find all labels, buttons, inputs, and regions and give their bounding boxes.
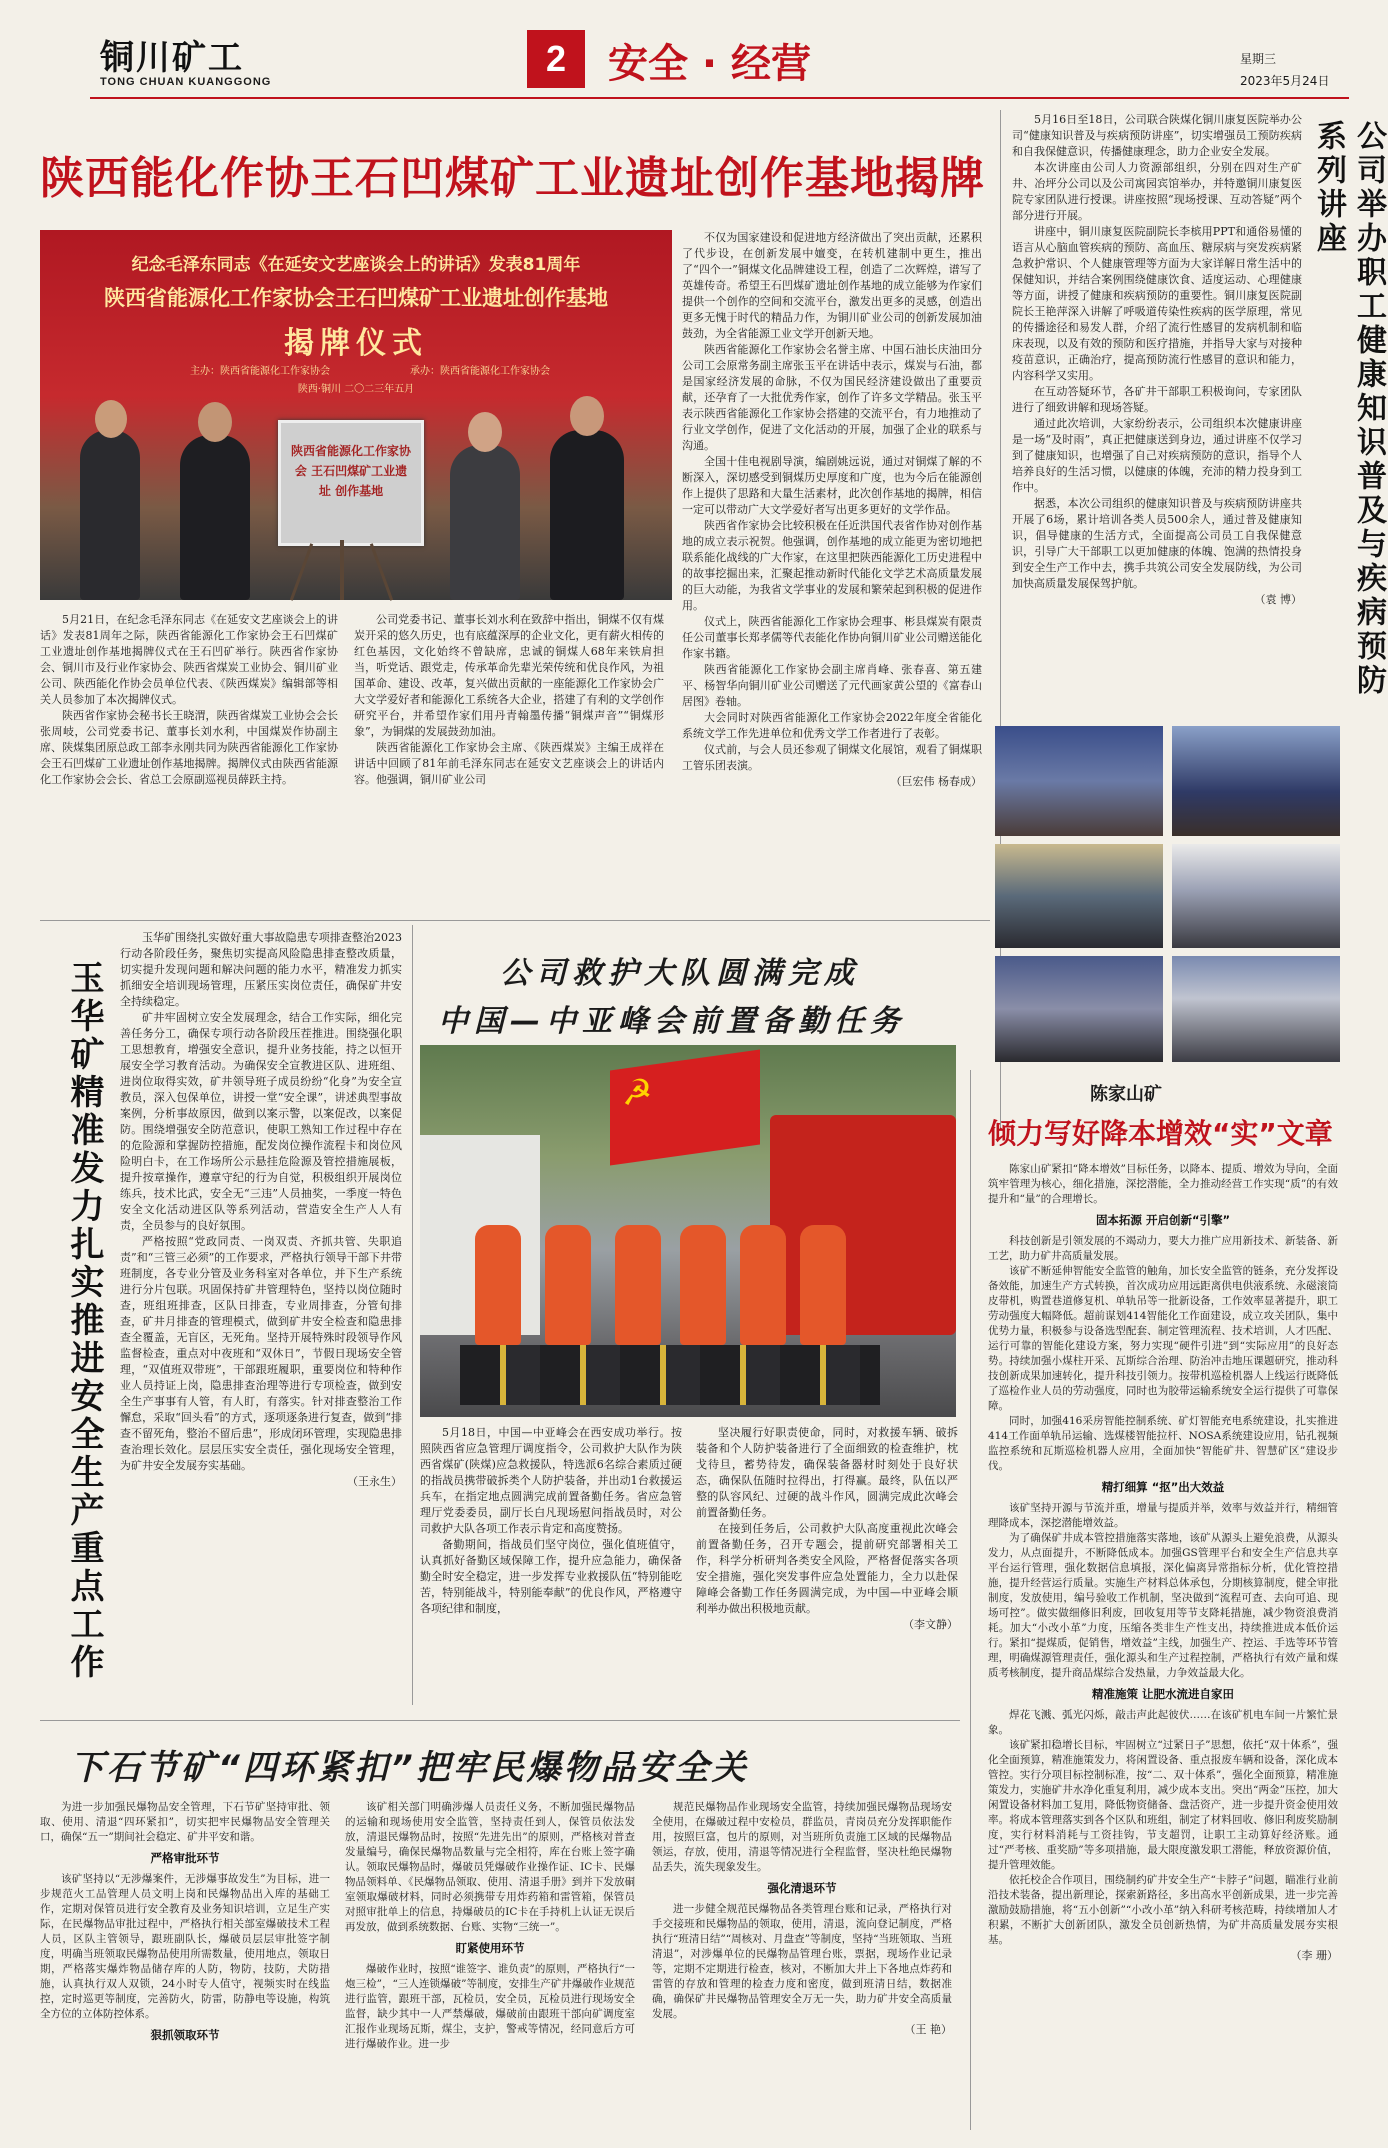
subhead: 狠抓领取环节: [150, 2028, 220, 2042]
person-3-head: [468, 412, 502, 452]
plaque: [278, 420, 424, 546]
byline: （王永生）: [347, 1475, 402, 1488]
rescue-col2: [696, 1425, 958, 1633]
paragraph: 陕西省作家协会秘书长王晓渭，陕西省煤炭工业协会会长张周岐，公司党委书记、董事长刘水利，中国煤炭作协副主席、陕煤集团原总政工部李永刚共同为陕西省能源化工作家协会王石凹煤矿工业遗址创作基地揭牌。揭牌仪式由陕西省能源化工作家协会会长、省总工会原副巡视员薛跃主持。: [40, 709, 338, 786]
lecture-photo-6: [1172, 956, 1340, 1062]
lecture-photo-4: [1172, 844, 1340, 948]
person-2: [180, 435, 250, 600]
paragraph: 爆破作业时，按照“谁签字、谁负责”的原则，严格执行“一炮三检”，“三人连锁爆破”等制度，安排生产矿井爆破作业规范进行监管，跟班干部，瓦检员，安全员，瓦检员进行现场安全监督，缺少其中一人严禁爆破，爆破前由跟班干部向矿调度室汇报作业现场瓦斯，煤尘，支护，警戒等情况，经同意后方可进行爆破作业。进一步: [345, 1963, 635, 2050]
paragraph: 本次讲座由公司人力资源部组织，分别在四对生产矿井、冶坪分公司以及公司寓园宾馆举办，并特邀铜川康复医院专家团队进行授课。讲座按照“现场授课、互动答疑”两个部分进行开展。: [1012, 161, 1302, 222]
paragraph: 陕西省能源化工作家协会主席、《陕西煤炭》主编王成祥在讲话中回顾了81年前毛泽东同志在延安文艺座谈会上的讲话内容。他强调，铜川矿业公司: [354, 741, 664, 786]
banner-co-host: 承办：陕西省能源化工作家协会: [410, 366, 550, 377]
lecture-photo-2: [1172, 726, 1340, 836]
paragraph: 焊花飞溅、弧光闪烁，敲击声此起彼伏……在该矿机电车间一片繁忙景象。: [988, 1709, 1338, 1736]
section-title: 安全 · 经营: [608, 41, 812, 87]
paragraph: 不仅为国家建设和促进地方经济做出了突出贡献，还累积了代步设，在创新发展中嬗变，在转机建制中更生，推出了“四个一”铜煤文化品牌建设工程，创造了二次辉煌，谱写了英雄传奇。希望王石凹煤矿遗址创作基地的成立能够为作家们提供一个创作的空间和交流平台，激发出更多的灵感，创造出更多无愧于时代的精品力作，为铜川矿业公司的创新发展加油鼓劲，为全省能源工业文学开创新天地。: [682, 231, 982, 340]
subhead: 强化清退环节: [767, 1881, 837, 1895]
subhead: 精准施策 让肥水流进自家田: [1091, 1687, 1234, 1701]
xiashijie-col3: [652, 1800, 952, 2038]
paragraph: 大会同时对陕西省能源化工作家协会2022年度全省能化系统文学工作先进单位和优秀文学工作者进行了表彰。: [682, 711, 982, 740]
chenjiashan-headline: 倾力写好降本增效“实”文章: [988, 1117, 1333, 1150]
main-article-col3: [682, 230, 982, 790]
rescue-title-line1: 公司救护大队圆满完成: [500, 956, 860, 991]
rescue-team-photo: [420, 1045, 956, 1417]
paragraph: 为了确保矿井成本管控措施落实落地，该矿从源头上避免浪费，从源头发力，从点面提升，不断降低成本。加强GS管理平台和安全生产信息共享平台运行管理，强化数据信息填报，深化偏离异常指标分析，优化管控措施，提升经营运行质量。实施生产材料总体承包，分期核算制度，健全审批制度，发放使用，编号验收工作机制，坚决做到“流程可查、去向可追、现场可控”。做实做细修旧利废，回收复用等节支降耗措施，减少物资浪费消耗。加大“小改小革”力度，压缩各类非生产性支出，持续推进成本低价运行。紧扣“提煤质，促销售，增效益”主线，加强生产、控运、手选等环节管理，明确煤源管理责任，强化源头和生产过程控制，严格执行有效产量和煤质考核制度，提升商品煤综合发热量，力争效益最大化。: [988, 1532, 1338, 1679]
equipment-row: [460, 1345, 880, 1405]
lead-paragraph: 陈家山矿紧扣“降本增效”目标任务，以降本、提质、增效为导向，全面筑牢管理为核心，细化措施，深挖潜能，全力推动经营工作实现“质”的有效提升和“量”的合理增长。: [988, 1163, 1338, 1205]
paragraph: 规范民爆物品作业现场安全监管，持续加强民爆物品现场安全使用，在爆破过程中安检员，群监员，青岗员充分发挥职能作用，按照巨富，包片的原则，对当班所负责施工区域的民爆物品领运，存放，使用，清退等情况进行全程监督，坚决杜绝民爆物品丢失，流失现象发生。: [652, 1801, 952, 1873]
chenjiashan-text: [988, 1162, 1338, 1964]
subhead: 严格审批环节: [150, 1851, 220, 1865]
yuhua-vertical-title: 玉华矿精准发力扎实推进安全生产重点工作: [64, 960, 104, 1682]
section-divider: [40, 920, 990, 921]
lecture-photo-1: [995, 726, 1163, 836]
paragraph: 据悉，本次公司组织的健康知识普及与疾病预防讲座共开展了6场，累计培训各类人员500余人，通过普及健康知识，倡导健康的生活方式，全面提高公司员工自我保健意识，引导广大干部职工以更加健康的体魄、饱满的热情投身到安全生产工作中去，携手共筑公司安全发展防线，为公司加快高质量发展保驾护航。: [1012, 497, 1302, 590]
paragraph: 仪式上，陕西省能源化工作家协会理事、彬县煤炭有限责任公司董事长郑孝儒等代表能化作协向铜川矿业公司赠送能化作家书籍。: [682, 615, 982, 660]
paragraph: 备勤期间，指战员们坚守岗位，强化值班值守，认真抓好备勤区域保障工作，提升应急能力，确保备勤全时安全稳定，进一步发挥专业救援队伍“特别能吃苦，特别能战斗，特别能奉献”的优良作风，严格遵守各项纪律和制度，: [420, 1538, 682, 1615]
paragraph: 该矿坚持开源与节流并重，增量与提质并举，效率与效益并行，精细管理降成本，深挖潜能增效益。: [988, 1502, 1338, 1529]
paragraph: 该矿不断延伸智能安全监管的触角，加长安全监管的链条，充分发挥设备效能，加速生产方式转换，首次成功应用远距离供电供液系统、永磁滚筒皮带机，购置巷道修复机、单轨吊等一批新设备，工作效率显著提升，职工劳动强度大幅降低。超前谋划414智能化工作面建设，成立攻关团队，集中优势力量，积极参与设备选型配套、制定管理流程、技术培训，人才匹配、运行可靠的智能化建设方案，努力实现“硬件引进”到“实际应用”的良好态势。持续加强小煤柱开采、瓦斯综合治理、防治冲击地压课题研究，推动科技创新成果加速转化，提升科技引领力。按带机巡检机器人上线运行既降低了巡检作业人员的劳动强度，同时也为胶带运输系统安全运行提供了可靠保障。: [988, 1265, 1338, 1412]
paragraph: 5月16日至18日，公司联合陕煤化铜川康复医院举办公司“健康知识普及与疾病预防讲座”，切实增强员工预防疾病和自我保健意识，传播健康理念，助力企业安全发展。: [1012, 113, 1302, 158]
plaque-text: 陕西省能源化工作家协会 王石凹煤矿工业遗址 创作基地: [291, 444, 412, 498]
masthead-rule: [90, 97, 1349, 99]
person-1: [80, 430, 140, 600]
paragraph: 同时，加强416采房智能控制系统、矿灯智能充电系统建设，扎实推进414工作面单轨吊运输、选煤楼智能拉杆、NOSA系统建设应用，钻孔视频监控系统和瓦斯巡检机器人应用，全面加快“智能矿井、智慧矿区”建设步伐。: [988, 1415, 1338, 1472]
banner-place-date: 陕西·铜川 二〇二三年五月: [297, 384, 415, 395]
paragraph: 5月18日，中国—中亚峰会在西安成功举行。按照陕西省应急管理厅调度指令，公司救护大队作为陕西省煤矿(陕煤)应急救援队，特选派6名综合素质过硬的指战员携带破拆类个人防护装备，并出动1台救援运兵车，在指定地点圆满完成前置备勤任务。省应急管理厅党委委员，副厅长白凡现场慰问指战员时，对公司救护大队各项工作表示肯定和高度赞扬。: [420, 1426, 682, 1535]
easel: [340, 540, 344, 600]
weekday: 星期三: [1240, 52, 1277, 66]
column-divider: [970, 1070, 971, 2130]
masthead: [0, 0, 1379, 120]
person-4-head: [570, 396, 604, 436]
ceremony-photo: [40, 230, 672, 600]
main-article-col1: [40, 612, 338, 788]
paragraph: 陕西省作家协会比较积极在任近洪国代表省作协对创作基地的成立表示祝贺。他强调，创作基地的成立能更为密切地把联系能化战线的广大作家，在这里把陕西能源化工历史进程中的故事挖掘出来，汇聚起推动新时代能化文学艺术高质量发展的巨大动能，为我省文学事业的发展和繁荣起到积极的促进作用。: [682, 519, 982, 612]
paragraph: 该矿紧扣稳增长目标，牢固树立“过紧日子”思想，依托“双十体系”，强化全面预算，精准施策发力，将闲置设备、重点报废车辆和设备，深化成本管控。实行分项目标控制标准，按“二、双十体系”，强化全面预算，精准施策发力，实施矿井水净化重复利用，减少成本支出。突出“两金”压控，加大闲置设备材料加工复用，降低物资储备、盘活资产，进一步提升资金使用效率。将成本管理落实到各个区队和班组，制定了材料回收、修旧利废奖励制度，实行材料消耗与工资挂钩，节支超罚，让职工主动算好经济账。通过“严考核、重奖励”等多项措施，最大限度激发职工潜能，释放资源价值，提升管理效能。: [988, 1739, 1338, 1871]
paragraph: 陕西省能源化工作家协会副主席肖峰、张春喜、第五建平、杨智华向铜川矿业公司赠送了元代画家黄公望的《富春山居图》卷轴。: [682, 663, 982, 708]
health-article-text: [1012, 112, 1302, 608]
banner-line1: 纪念毛泽东同志《在延安文艺座谈会上的讲话》发表81周年: [131, 255, 581, 275]
main-headline: 陕西能化作协王石凹煤矿工业遗址创作基地揭牌: [40, 153, 985, 204]
byline: （王 艳）: [904, 2023, 952, 2036]
banner-host: 主办：陕西省能源化工作家协会: [190, 366, 330, 377]
banner-line2: 陕西省能源化工作家协会王石凹煤矿工业遗址创作基地: [104, 286, 608, 310]
xiashijie-col1: [40, 1800, 330, 2049]
paper-name: 铜川矿工: [100, 38, 244, 78]
paragraph: 矿井牢固树立安全发展理念，结合工作实际，细化完善任务分工，确保专项行动各阶段压茬推进。围绕强化职工思想教育，增强安全意识，提升业务技能，持之以恒开展安全学习教育活动。为确保安全宣教进区队、进班组、进岗位取得实效，矿井领导班子成员纷纷“化身”为安全宣教员，深入包保单位，讲授一堂“安全课”，讲述典型事故案例，分析事故原因，做到以案示警，以案促改，以案促防。围绕增强安全防范意识，使职工熟知工作过程中存在的危险源和掌握防控措施，配发岗位操作流程卡和岗位风险明白卡，在工作场所公示悬挂危险源及管控措施展板，提升按章操作，遵章守纪的行为自觉，积极组织开展岗位练兵，技术比武，安全无“三违”人员抽奖，一季度一特色安全文化活动进区队等系列活动，营造安全生产人人有责，全员参与的良好氛围。: [120, 1011, 402, 1232]
column-divider: [412, 925, 413, 1705]
page-number-badge: [527, 30, 585, 88]
yuhua-article-text: [120, 930, 402, 1490]
xiashijie-headline: 下石节矿“四环紧扣”把牢民爆物品安全关: [70, 1748, 749, 1788]
paragraph: 仪式前，与会人员还参观了铜煤文化展馆，观看了铜煤职工管乐团表演。: [682, 743, 982, 772]
byline: （袁 博）: [1254, 593, 1302, 606]
main-article-col2: [354, 612, 664, 788]
banner-line3: 揭牌仪式: [284, 326, 428, 361]
paragraph: 5月21日，在纪念毛泽东同志《在延安文艺座谈会上的讲话》发表81周年之际，陕西省能源化工作家协会王石凹煤矿工业遗址创作基地揭牌仪式在王石凹矿举行。陕西省作家协会、铜川市及行业作家协会、陕西省煤炭工业协会、铜川矿业公司、陕西能化作协会员单位代表、《陕西煤炭》编辑部等相关人员参加了本次揭牌仪式。: [40, 613, 338, 706]
paragraph: 通过此次培训，大家纷纷表示，公司组织本次健康讲座是一场“及时雨”，真正把健康送到身边，通过讲座不仅学习到了健康知识，也增强了自己对疾病预防的意识，指导个人培养良好的生活习惯，以健康的体魄，充沛的精力投身到工作中。: [1012, 417, 1302, 494]
paragraph: 为进一步加强民爆物品安全管理，下石节矿坚持审批、领取、使用、清退“四环紧扣”，切实把牢民爆物品安全管理关口，确保“五一”期间社会稳定、矿井平安和谐。: [40, 1801, 330, 1843]
paragraph: 陕西省能源化工作家协会名誉主席、中国石油长庆油田分公司工会原常务副主席张玉平在讲话中表示，煤炭与石油，都是国家经济发展的命脉，不仅为国民经济建设做出了重要贡献，还孕育了一大批优秀作家，创作了许多文学精品。张玉平表示陕西省能源化工作家协会搭建的交流平台，有力地推动了行业文学创作，促进了文化活动的开展，加强了企业的联系与沟通。: [682, 343, 982, 452]
paragraph: 玉华矿围绕扎实做好重大事故隐患专项排查整治2023行动各阶段任务，聚焦切实提高风险隐患排查整改质量，切实提升发现问题和解决问题的能力水平，精准发力抓实抓细安全培训现场管理，压紧压实岗位责任，确保矿井安全持续稳定。: [120, 931, 402, 1008]
rescuer-5: [740, 1225, 786, 1345]
xiashijie-col2: [345, 1800, 635, 2052]
rescuer-6: [800, 1225, 846, 1345]
paragraph: 在接到任务后，公司救护大队高度重视此次峰会前置备勤任务，召开专题会，提前研究部署相关工作，科学分析研判各类安全风险，严格督促落实各项安全措施，强化突发事件应急处置能力，全力以赴保障峰会备勤工作任务圆满完成，为中国—中亚峰会顺利举办做出积极地贡献。: [696, 1522, 958, 1615]
byline: （巨宏伟 杨春成）: [890, 775, 982, 788]
paper-name-en: TONG CHUAN KUANGGONG: [100, 76, 272, 88]
paragraph: 全国十佳电视剧导演，编剧姚远说，通过对铜煤了解的不断深入，深切感受到铜煤历史厚度和广度，也为今后在能源创作上提供了思路和大量生活素材，此次创作基地的揭牌，相信一定可以带动广大文学爱好者写出更多更好的文学作品。: [682, 455, 982, 516]
health-vertical-title: 公司举办职工健康知识普及与疾病预防系列讲座: [1311, 120, 1386, 698]
person-3: [450, 445, 520, 600]
rescue-title-line2: 中国—中亚峰会前置备勤任务: [438, 1004, 906, 1039]
subhead: 盯紧使用环节: [455, 1941, 525, 1955]
easel-leg-right: [370, 543, 393, 600]
person-2-head: [198, 402, 232, 442]
rescuer-1: [475, 1225, 521, 1345]
page-number: 2: [545, 38, 567, 79]
paragraph: 该矿坚持以“无涉爆案件，无涉爆事故发生”为目标，进一步规范火工品管理人员文明上岗和民爆物品出入库的基础工作，定期对保管员进行安全教育及业务知识培训，立足生产实际，在民爆物品审批过程中，严格执行相关部室爆破技术工程人员，区队主管领导，跟班副队长，爆破员层层审批签字制度，明确当班领取民爆物品使用所需数量，使用地点，领取日期，严格落实爆炸物品储存库的人防，物防，技防，犬防措施，认真执行双人双锁，24小时专人值守，视频实时在线监控，定时巡更等制度，完善防火，防雷，防静电等设施，构筑全方位的立体防控体系。: [40, 1873, 330, 2020]
byline: （李文静）: [903, 1618, 958, 1631]
fire-truck: [770, 1115, 956, 1335]
chenjiashan-kicker: 陈家山矿: [1090, 1084, 1162, 1105]
subhead: 固本拓源 开启创新“引擎”: [1095, 1213, 1231, 1227]
issue-date: 2023年5月24日: [1240, 74, 1330, 88]
paragraph: 科技创新是引领发展的不竭动力，要大力推广应用新技术、新装备、新工艺，助力矿井高质量发展。: [988, 1235, 1338, 1262]
paragraph: 坚决履行好职责使命，同时，对救援车辆、破拆装备和个人防护装备进行了全面细致的检查维护，枕戈待旦，蓄势待发，确保装备器材时刻处于良好状态，确保队伍随时拉得出，打得赢。最终，队伍以严整的队容风纪、过硬的战斗作风，圆满完成此次峰会前置备勤任务。: [696, 1426, 958, 1519]
rescuer-3: [615, 1225, 661, 1345]
subhead: 精打细算 “抠”出大效益: [1101, 1480, 1225, 1494]
flag-emblem: ☭: [622, 1070, 653, 1115]
byline: （李 珊）: [1290, 1949, 1338, 1962]
rescue-col1: [420, 1425, 682, 1617]
lecture-photo-5: [995, 956, 1163, 1062]
section-divider: [40, 1720, 960, 1721]
paragraph: 在互动答疑环节，各矿井干部职工积极询问，专家团队进行了细致讲解和现场答疑。: [1012, 385, 1302, 414]
paragraph: 进一步健全规范民爆物品各类管理台账和记录，严格执行对手交接班和民爆物品的领取，使用，清退，流向登记制度，严格执行“班清日结”“周核对、月盘查”等制度，坚持“当班领取、当班清退”，对涉爆单位的民爆物品管理台账，票据，现场作业记录等，定期不定期进行检查，核对，不断加大井上下各地点炸药和雷管的存放和管理的检查力度和密度，做到班清日结，数据准确，确保矿井民爆物品管理安全万无一失，助力矿井安全高质量发展。: [652, 1903, 952, 2020]
person-4: [550, 430, 624, 600]
rescuer-4: [680, 1225, 726, 1345]
paragraph: 依托校企合作项目，围绕制约矿井安全生产“卡脖子”问题，瞄准行业前沿技术装备，提出新理论，探索新路径，多出高水平创新成果，进一步完善激励鼓励措施，将“五小创新”“小改小革”纳入科研考核范畴，持续增加人才积累，不断扩大创新团队，激发全员创新热情，为矿井高质量发展夯实根基。: [988, 1874, 1338, 1946]
lecture-photo-3: [995, 844, 1163, 948]
easel-leg-left: [290, 543, 313, 600]
person-1-head: [95, 400, 127, 438]
rescuer-2: [545, 1225, 591, 1345]
paragraph: 该矿相关部门明确涉爆人员责任义务，不断加强民爆物品的运输和现场使用安全监管，坚持责任到人，保管员依法发放，清退民爆物品时，按照“先进先出”的原则，严格核对普查发量编号，确保民爆物品数量与完全相符，库在台账上签字确认。领取民爆物品时，爆破员凭爆破作业操作证、IC卡、民爆物品领料单、《民爆物品领取、使用、清退手册》到并下发放硐室领取爆破材料，同时必须携带专用炸药箱和雷管箱，保管员对照审批单上的信息，持爆破员的IC卡在手持机上认证无误后再发放，做到系统数据、台账、实物“三统一”。: [345, 1801, 635, 1933]
paragraph: 严格按照“党政同责、一岗双责、齐抓共管、失职追责”和“三管三必须”的工作要求，严格执行领导干部下井带班制度，各专业分管及业务科室对各单位，并下生产系统进行分片包联。巩固保持矿井管理特色，坚持以岗位随时查，班组班排查，区队日排查，专业周排查，分管旬排查，矿井月排查的管理模式，做到矿井安全检查和隐患排查全覆盖，无盲区，无死角。坚持开展特殊时段领导作风监督检查，重点对中夜班和“双休日”，节假日现场安全管理，“双值班双带班”，干部跟班履职，重要岗位和特种作业人员持证上岗，隐患排查治理等进行专项检查，做到安全生产事事有人管，有人盯，有落实。针对排查整治工作懈怠，采取“回头看”的方式，逐项逐条进行复查，做到“排查不留死角，整治不留后患”，形成闭环管理，实现隐患排查治理长效化。层层压实安全责任，强化现场安全管理，为矿井安全发展夯实基础。: [120, 1235, 402, 1472]
paragraph: 讲座中，铜川康复医院副院长李槟用PPT和通俗易懂的语言从心脑血管疾病的预防、高血压、糖尿病与突发疾病紧急救护常识、个人健康管理等方面为大家详解日常生活中的保健知识，并结合案例围绕健康饮食、适度运动、心理健康等方面，讲授了健康和疾病预防的重要性。铜川康复医院副院长王艳萍深入讲解了呼吸道传染性疾病的医学原理，常见的传播途径和易发人群，介绍了流行性感冒的发病机制和临床表现，以及有效的预防和医疗措施，并指导大家与对接种疫苗意识，正确治疗，提高预防流行性感冒的意识和能力，内容科学又实用。: [1012, 225, 1302, 382]
paragraph: 公司党委书记、董事长刘水利在致辞中指出，铜煤不仅有煤炭开采的悠久历史，也有底蕴深厚的企业文化，更有薪火相传的红色基因，文化始终不曾缺席，忠诚的铜煤人68年来铁肩担当，听党话、跟党走，传承革命先辈光荣传统和优良作风，为祖国革命、建设、改革，复兴做出贡献的一座能源化工作家协会广大文学爱好者和能源化工系统各大企业，搭建了有利的文学创作研究平台，并希望作家们用丹青翰墨传播“铜煤声音”“铜煤形象”，为铜煤的发展鼓劲加油。: [354, 613, 664, 738]
red-flag: [610, 1049, 760, 1165]
